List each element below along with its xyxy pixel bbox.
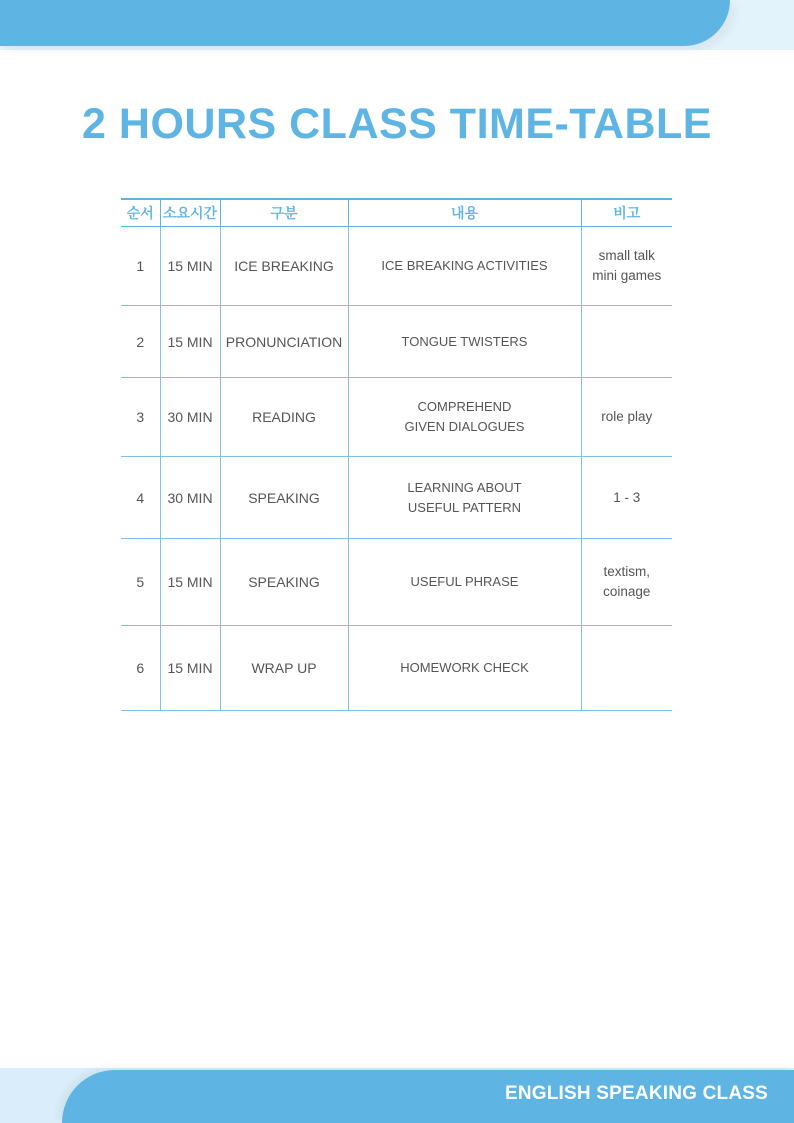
cell-duration: 15 MIN [160, 306, 220, 378]
cell-note [581, 306, 672, 378]
cell-content [348, 306, 581, 378]
cell-category: WRAP UP [220, 626, 348, 711]
cell-note [581, 227, 672, 306]
content-line: LEARNING ABOUT [407, 479, 522, 495]
cell-duration: 30 MIN [160, 457, 220, 539]
cell-note [581, 626, 672, 711]
cell-order: 1 [121, 227, 160, 306]
table-row [121, 378, 672, 457]
table-header-row [121, 199, 672, 227]
cell-content [348, 378, 581, 457]
content-line: USEFUL PHRASE [410, 574, 519, 589]
note-line: textism, [603, 564, 650, 579]
header-order: 순서 [121, 199, 160, 227]
content-line: GIVEN DIALOGUES [404, 419, 525, 434]
cell-category: ICE BREAKING [220, 227, 348, 306]
timetable [121, 198, 672, 711]
table-row [121, 539, 672, 626]
cell-note [581, 539, 672, 626]
note-line: small talk [598, 248, 655, 263]
cell-category: SPEAKING [220, 457, 348, 539]
header-content: 내용 [348, 199, 581, 227]
cell-note [581, 378, 672, 457]
header-duration: 소요시간 [160, 199, 220, 227]
content-line: COMPREHEND [417, 399, 512, 414]
content-line: ICE BREAKING ACTIVITIES [381, 258, 548, 273]
header-note: 비고 [581, 199, 672, 227]
cell-category: SPEAKING [220, 539, 348, 626]
table-row [121, 457, 672, 539]
cell-content [348, 626, 581, 711]
cell-order: 6 [121, 626, 160, 711]
cell-order: 3 [121, 378, 160, 457]
note-line: role play [601, 409, 653, 424]
cell-duration: 15 MIN [160, 626, 220, 711]
cell-content [348, 227, 581, 306]
cell-duration: 15 MIN [160, 539, 220, 626]
cell-duration: 30 MIN [160, 378, 220, 457]
cell-duration: 15 MIN [160, 227, 220, 306]
cell-order: 4 [121, 457, 160, 539]
content-line: HOMEWORK CHECK [400, 660, 529, 675]
table-row [121, 626, 672, 711]
note-line: coinage [603, 584, 651, 599]
header-band [0, 0, 730, 46]
cell-category: READING [220, 378, 348, 457]
footer-title: ENGLISH SPEAKING CLASS [504, 1083, 768, 1104]
note-line: mini games [592, 268, 662, 283]
cell-content [348, 539, 581, 626]
header-category: 구분 [220, 199, 348, 227]
note-line: 1 - 3 [613, 489, 641, 505]
content-line: TONGUE TWISTERS [401, 333, 528, 349]
cell-content [348, 457, 581, 539]
cell-order: 2 [121, 306, 160, 378]
content-line: USEFUL PATTERN [407, 499, 522, 515]
table-row [121, 306, 672, 378]
cell-note [581, 457, 672, 539]
page-title: 2 HOURS CLASS TIME-TABLE [82, 100, 712, 148]
table-row [121, 227, 672, 306]
cell-order: 5 [121, 539, 160, 626]
cell-category: PRONUNCIATION [220, 306, 348, 378]
